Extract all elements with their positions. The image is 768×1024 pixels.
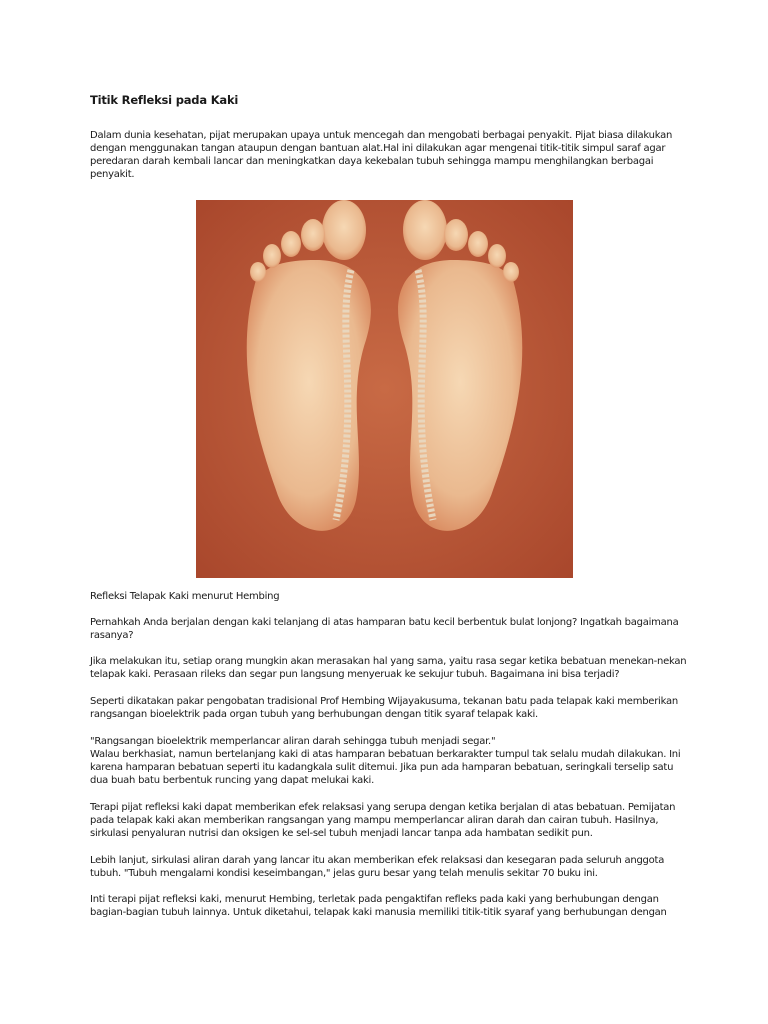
paragraph-line: tubuh. "Tubuh mengalami kondisi keseimbangan," jelas guru besar yang telah menulis sekitar 70 buku ini. bbox=[90, 868, 598, 879]
paragraph-line: Walau berkhasiat, namun bertelanjang kaki di atas hamparan bebatuan berkarakter tumpul tak selalu mudah dilakukan. Ini bbox=[90, 749, 681, 760]
paragraph-line: Pernahkah Anda berjalan dengan kaki telanjang di atas hamparan batu kecil berbentuk bulat lonjong? Ingatkah bagaimana bbox=[90, 617, 679, 628]
paragraph-line: Inti terapi pijat refleksi kaki, menurut Hembing, terletak pada pengaktifan refleks pada kaki yang berhubungan dengan bbox=[90, 894, 659, 905]
intro-line: peredaran darah kembali lancar dan meningkatkan daya kekebalan tubuh sehingga mampu menghilangkan berbagai bbox=[90, 156, 654, 167]
intro-line: dengan menggunakan tangan ataupun dengan bantuan alat.Hal ini dilakukan agar mengenai titik-titik simpul saraf agar bbox=[90, 143, 666, 154]
paragraph-line: rasanya? bbox=[90, 630, 134, 641]
quote-line: "Rangsangan bioelektrik memperlancar aliran darah sehingga tubuh menjadi segar." bbox=[90, 736, 496, 747]
page-title: Titik Refleksi pada Kaki bbox=[90, 93, 239, 107]
paragraph-line: Jika melakukan itu, setiap orang mungkin akan merasakan hal yang sama, yaitu rasa segar ketika bebatuan menekan-nekan bbox=[90, 656, 687, 667]
paragraph-line: Lebih lanjut, sirkulasi aliran darah yang lancar itu akan memberikan efek relaksasi dan kesegaran pada seluruh anggota bbox=[90, 855, 665, 866]
paragraph-line: bagian-bagian tubuh lainnya. Untuk diketahui, telapak kaki manusia memiliki titik-titik syaraf yang berhubungan dengan bbox=[90, 907, 667, 918]
foot-reflexology-image bbox=[196, 200, 573, 578]
paragraph-line: Terapi pijat refleksi kaki dapat memberikan efek relaksasi yang serupa dengan ketika berjalan di atas bebatuan. Pemijatan bbox=[90, 802, 676, 813]
paragraph-line: telapak kaki. Perasaan rileks dan segar pun langsung menyeruak ke sekujur tubuh. Bagaimana ini bisa terjadi? bbox=[90, 669, 620, 680]
paragraph-line: pada telapak kaki akan memberikan rangsangan yang mampu memperlancar aliran darah dan cairan tubuh. Hasilnya, bbox=[90, 815, 659, 826]
section-subtitle: Refleksi Telapak Kaki menurut Hembing bbox=[90, 591, 280, 602]
paragraph-line: sirkulasi penyaluran nutrisi dan oksigen ke sel-sel tubuh menjadi lancar tanpa ada hambatan sedikit pun. bbox=[90, 828, 593, 839]
intro-line: Dalam dunia kesehatan, pijat merupakan upaya untuk mencegah dan mengobati berbagai penyakit. Pijat biasa dilakukan bbox=[90, 130, 673, 141]
paragraph-line: Seperti dikatakan pakar pengobatan tradisional Prof Hembing Wijayakusuma, tekanan batu pada telapak kaki memberikan bbox=[90, 696, 678, 707]
paragraph-line: rangsangan bioelektrik pada organ tubuh yang berhubungan dengan titik syaraf telapak kaki. bbox=[90, 709, 538, 720]
paragraph-line: dua buah batu berbentuk runcing yang dapat melukai kaki. bbox=[90, 775, 375, 786]
intro-line: penyakit. bbox=[90, 169, 135, 180]
paragraph-line: karena hamparan bebatuan seperti itu kadangkala sulit ditemui. Jika pun ada hamparan bebatuan, seringkali terselip satu bbox=[90, 762, 674, 773]
